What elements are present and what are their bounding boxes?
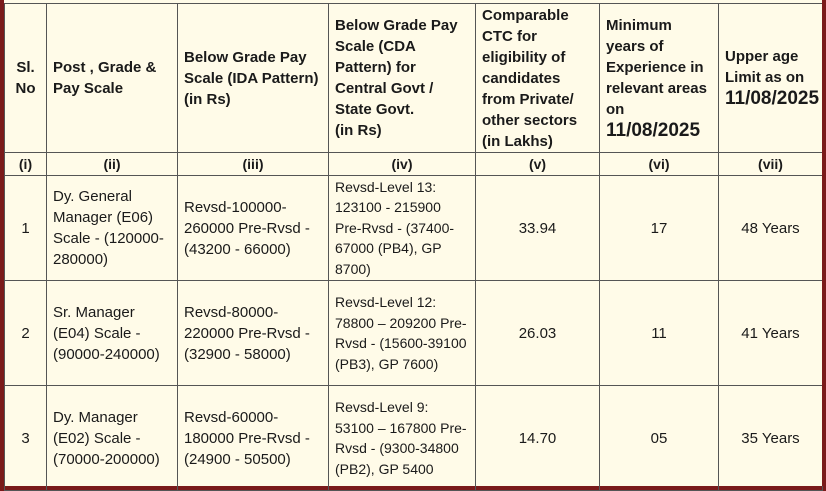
eligibility-table: [4, 3, 823, 491]
cell-post: Dy. General Manager (E06) Scale - (120000-280000): [47, 176, 178, 281]
header-age-text: Upper age Limit as on: [725, 48, 805, 86]
cell-age: 35 Years: [719, 386, 823, 491]
cell-ida: Revsd-100000-260000 Pre-Rvsd - (43200 - 66000): [178, 176, 329, 281]
header-age: [719, 4, 823, 153]
header-ida-text: Below Grade Pay Scale (IDA Pattern): [184, 48, 319, 87]
header-age-date: 11/08/2025: [725, 88, 820, 109]
index-cell: (iv): [329, 153, 476, 176]
cell-sl: 2: [5, 281, 47, 386]
header-experience-text: Minimum years of Experience in relevant areas on: [606, 16, 707, 118]
cell-age: 41 Years: [719, 281, 823, 386]
header-cda-unit: (in Rs): [335, 122, 382, 139]
header-experience: [600, 4, 719, 153]
cell-experience: 17: [600, 176, 719, 281]
index-cell: (vii): [719, 153, 823, 176]
index-cell: (vi): [600, 153, 719, 176]
index-cell: (v): [476, 153, 600, 176]
cell-sl: 3: [5, 386, 47, 491]
cell-ctc: 26.03: [476, 281, 600, 386]
cell-cda: Revsd-Level 9: 53100 – 167800 Pre-Rvsd - (9300-34800 (PB2), GP 5400: [329, 386, 476, 491]
cell-experience: 05: [600, 386, 719, 491]
index-row: [5, 153, 823, 176]
cell-age: 48 Years: [719, 176, 823, 281]
cell-sl: 1: [5, 176, 47, 281]
header-ctc: Comparable CTC for eligibility of candidates from Private/ other sectors (in Lakhs): [476, 4, 600, 153]
table-row: [5, 281, 823, 386]
header-cda-text: Below Grade Pay Scale (CDA Pattern) for Central Govt / State Govt.: [335, 17, 458, 118]
table-row: [5, 386, 823, 491]
header-cda: [329, 4, 476, 153]
cell-ida: Revsd-60000-180000 Pre-Rvsd - (24900 - 50500): [178, 386, 329, 491]
cell-post: Dy. Manager (E02) Scale - (70000-200000): [47, 386, 178, 491]
header-sl-no: Sl. No: [5, 4, 47, 153]
header-ida: [178, 4, 329, 153]
cell-post: Sr. Manager (E04) Scale - (90000-240000): [47, 281, 178, 386]
table-row: [5, 176, 823, 281]
cell-cda: Revsd-Level 13: 123100 - 215900 Pre-Rvsd - (37400-67000 (PB4), GP 8700): [329, 176, 476, 281]
index-cell: (iii): [178, 153, 329, 176]
header-experience-date: 11/08/2025: [606, 119, 701, 141]
cell-ida: Revsd-80000-220000 Pre-Rvsd - (32900 - 58000): [178, 281, 329, 386]
header-ida-unit: (in Rs): [184, 90, 231, 108]
header-row: [5, 4, 823, 153]
cell-experience: 11: [600, 281, 719, 386]
cell-ctc: 33.94: [476, 176, 600, 281]
header-post: Post , Grade & Pay Scale: [47, 4, 178, 153]
cell-ctc: 14.70: [476, 386, 600, 491]
index-cell: (i): [5, 153, 47, 176]
index-cell: (ii): [47, 153, 178, 176]
cell-cda: Revsd-Level 12: 78800 – 209200 Pre-Rvsd - (15600-39100 (PB3), GP 7600): [329, 281, 476, 386]
